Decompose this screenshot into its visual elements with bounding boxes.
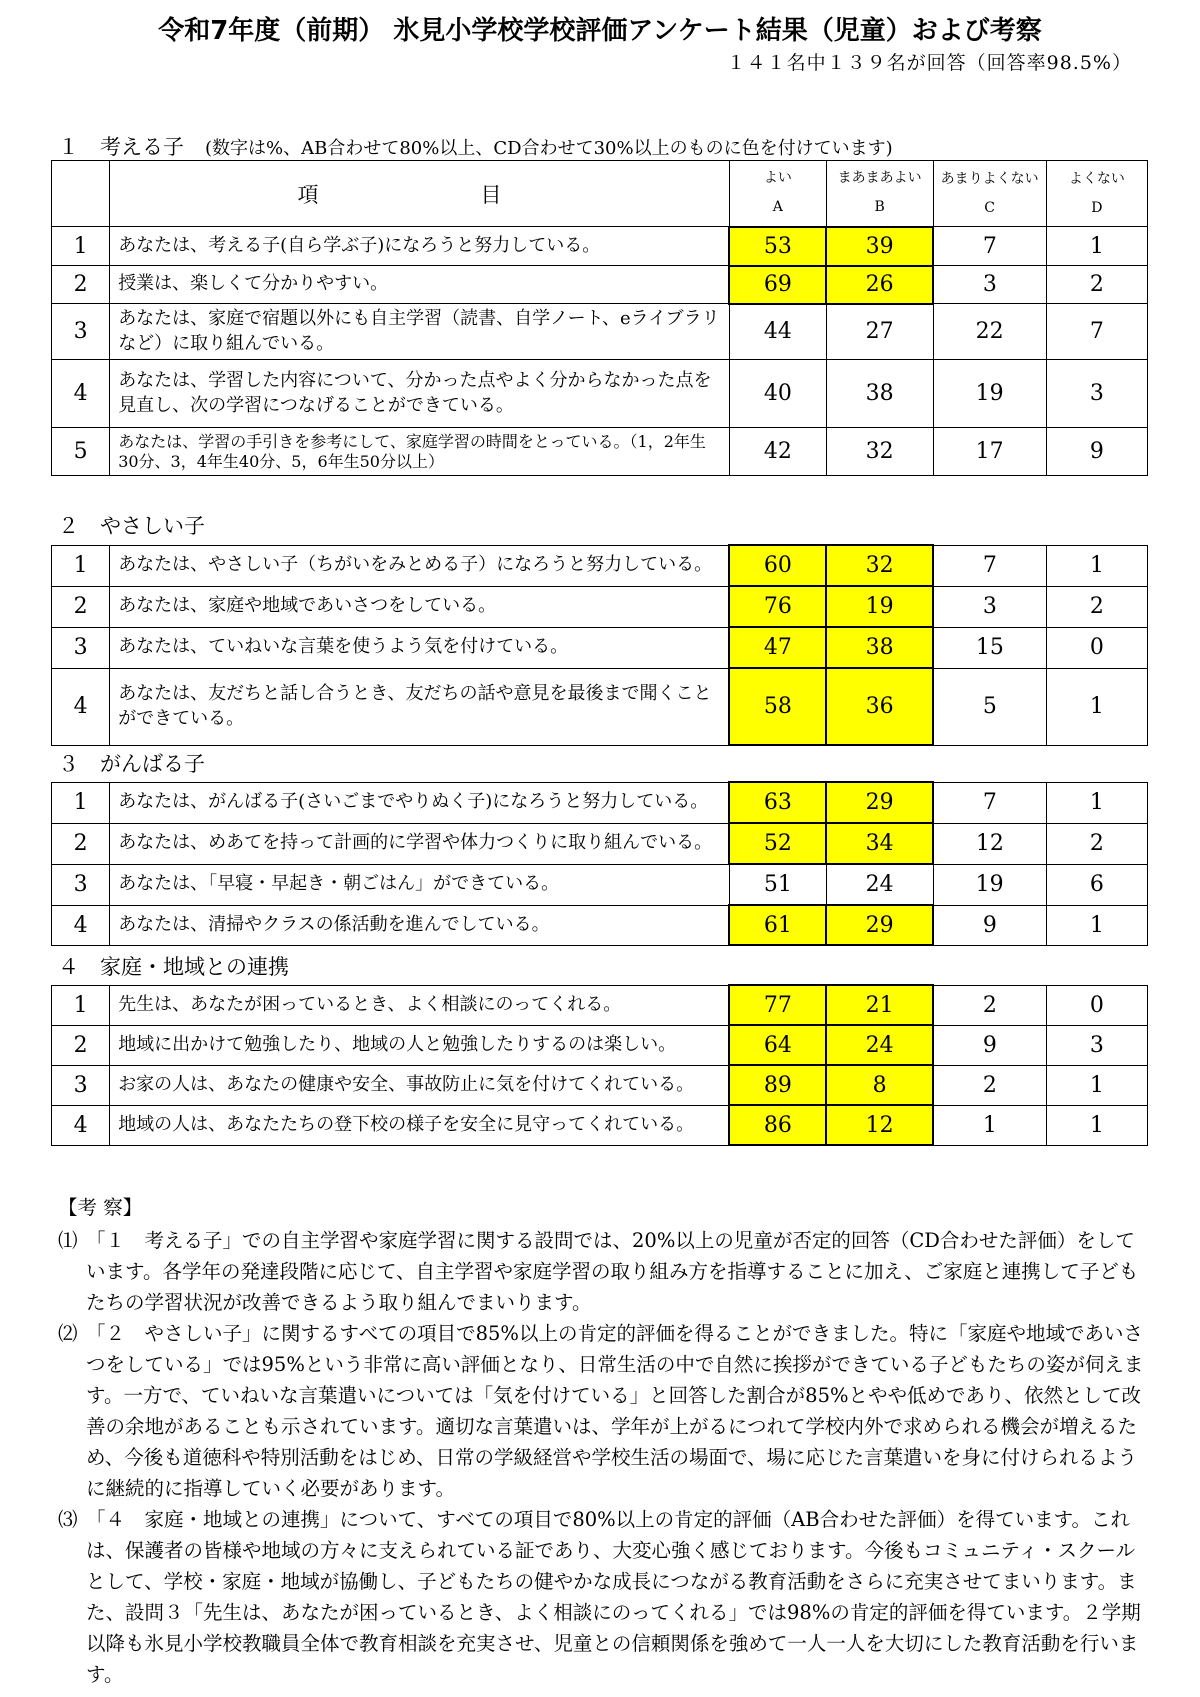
- value-a: 61: [729, 905, 826, 945]
- section-1-note: (数字は%、AB合わせて80%以上、CD合わせて30%以上のものに色を付けています): [205, 138, 893, 159]
- question-text: あなたは、学習した内容について、分かった点やよく分からなかった点を見直し、次の学習につなげることができている。: [110, 360, 730, 428]
- table-row: [52, 864, 1148, 905]
- value-b: 29: [826, 782, 933, 823]
- paragraph-number: ⑶: [58, 1508, 78, 1531]
- table-header: [52, 161, 1148, 227]
- table-row: [52, 304, 1148, 360]
- value-c: 7: [933, 227, 1046, 266]
- value-d: 1: [1046, 905, 1147, 945]
- value-c: 19: [933, 360, 1046, 428]
- consideration-paragraph-3: [58, 1504, 1148, 1690]
- value-d: 1: [1046, 227, 1147, 266]
- row-number: 4: [52, 360, 110, 428]
- value-c: 1: [933, 1105, 1046, 1145]
- header-label: 項 目: [297, 182, 542, 207]
- value-a: 86: [729, 1105, 826, 1145]
- value-a: 89: [729, 1065, 826, 1105]
- value-a: 60: [729, 545, 826, 586]
- table-row: [52, 360, 1148, 428]
- table-row: [52, 227, 1148, 266]
- question-text: 地域の人は、あなたたちの登下校の様子を安全に見守ってくれている。: [110, 1105, 730, 1145]
- row-number: 3: [52, 627, 110, 668]
- value-b: 32: [826, 545, 933, 586]
- value-a: 47: [729, 627, 826, 668]
- row-number: 2: [52, 1025, 110, 1065]
- question-text: あなたは、家庭や地域であいさつをしている。: [110, 586, 730, 627]
- value-d: 9: [1046, 428, 1147, 476]
- value-c: 2: [933, 985, 1046, 1025]
- section-1-title: １ 考える子: [58, 135, 184, 159]
- consideration-heading: 【考 察】: [58, 1196, 143, 1219]
- value-a: 44: [729, 304, 826, 360]
- question-text: あなたは、ていねいな言葉を使うよう気を付けている。: [110, 627, 730, 668]
- question-text: あなたは、考える子(自ら学ぶ子)になろうと努力している。: [110, 227, 730, 266]
- value-d: 2: [1046, 586, 1147, 627]
- consideration-paragraph-1: [58, 1225, 1148, 1318]
- question-text: あなたは、清掃やクラスの係活動を進んでしている。: [110, 905, 730, 945]
- value-b: 19: [826, 586, 933, 627]
- value-b: 32: [826, 428, 933, 476]
- row-number: 2: [52, 823, 110, 864]
- section-2-table: [51, 544, 1148, 746]
- table-row: [52, 1105, 1148, 1145]
- header-letter: C: [984, 199, 995, 216]
- consideration-paragraph-2: [58, 1318, 1148, 1504]
- value-c: 19: [933, 864, 1046, 905]
- paragraph-text: 「２ やさしい子」に関するすべての項目で85%以上の肯定的評価を得ることができました。特に「家庭や地域であいさつをしている」では95%という非常に高い評価となり、日常生活の中で自然に挨拶ができている子どもたちの姿が伺えます。一方で、ていねいな言葉遣いについては「気を付けている」と回答した割合が85%とやや低めであり、依然として改善の余地があることも示されています。適切な言葉遣いは、学年が上がるにつれて学校内外で求められる機会が増えるため、今後も道徳科や特別活動をはじめ、日常の学級経営や学校生活の場面で、場に応じた言葉遣いを身に付けられるように継続的に指導していく必要があります。: [86, 1322, 1144, 1500]
- row-number: 1: [52, 782, 110, 823]
- question-text: あなたは、がんばる子(さいごまでやりぬく子)になろうと努力している。: [110, 782, 730, 823]
- question-text: あなたは、「早寝・早起き・朝ごはん」ができている。: [110, 864, 730, 905]
- value-b: 39: [826, 227, 933, 266]
- question-text: 地域に出かけて勉強したり、地域の人と勉強したりするのは楽しい。: [110, 1025, 730, 1065]
- consideration: [58, 1192, 1148, 1690]
- question-text: あなたは、やさしい子（ちがいをみとめる子）になろうと努力している。: [110, 545, 730, 586]
- value-d: 2: [1046, 823, 1147, 864]
- value-d: 1: [1046, 668, 1147, 745]
- table-row: [52, 428, 1148, 476]
- value-b: 29: [826, 905, 933, 945]
- row-number: 3: [52, 1065, 110, 1105]
- section-4-title: ４ 家庭・地域との連携: [58, 955, 289, 979]
- value-a: 40: [729, 360, 826, 428]
- page-title: 令和7年度（前期） 氷見小学校学校評価アンケート結果（児童）および考察: [158, 16, 1042, 46]
- value-d: 1: [1046, 782, 1147, 823]
- section-3-title: ３ がんばる子: [58, 752, 205, 776]
- value-b: 12: [826, 1105, 933, 1145]
- value-a: 58: [729, 668, 826, 745]
- paragraph-number: ⑴: [58, 1229, 78, 1252]
- header-col-a: [729, 161, 826, 227]
- value-b: 38: [826, 360, 933, 428]
- value-d: 1: [1046, 1065, 1147, 1105]
- row-number: 4: [52, 668, 110, 745]
- value-b: 27: [826, 304, 933, 360]
- value-b: 24: [826, 1025, 933, 1065]
- value-b: 26: [826, 266, 933, 304]
- value-b: 8: [826, 1065, 933, 1105]
- value-a: 64: [729, 1025, 826, 1065]
- value-c: 3: [933, 586, 1046, 627]
- row-number: 4: [52, 1105, 110, 1145]
- header-letter: D: [1091, 199, 1103, 216]
- table-row: [52, 668, 1148, 745]
- header-item: [110, 161, 730, 227]
- table-row: [52, 586, 1148, 627]
- value-c: 3: [933, 266, 1046, 304]
- question-text: 先生は、あなたが困っているとき、よく相談にのってくれる。: [110, 985, 730, 1025]
- paragraph-number: ⑵: [58, 1322, 78, 1345]
- value-d: 0: [1046, 985, 1147, 1025]
- question-text: あなたは、家庭で宿題以外にも自主学習（読書、自学ノート、eライブラリなど）に取り組んでいる。: [110, 304, 730, 360]
- row-number: 1: [52, 227, 110, 266]
- question-text: お家の人は、あなたの健康や安全、事故防止に気を付けてくれている。: [110, 1065, 730, 1105]
- value-a: 42: [729, 428, 826, 476]
- header-letter: B: [874, 199, 885, 216]
- table-row: [52, 1065, 1148, 1105]
- value-d: 7: [1046, 304, 1147, 360]
- table-row: [52, 823, 1148, 864]
- response-rate: １４１名中１３９名が回答（回答率98.5%）: [726, 52, 1132, 74]
- value-c: 12: [933, 823, 1046, 864]
- row-number: 3: [52, 864, 110, 905]
- value-a: 51: [729, 864, 826, 905]
- value-c: 2: [933, 1065, 1046, 1105]
- header-label: よい: [763, 170, 792, 187]
- paragraph-text: 「４ 家庭・地域との連携」について、すべての項目で80%以上の肯定的評価（AB合わせた評価）を得ています。これは、保護者の皆様や地域の方々に支えられている証であり、大変心強く感じております。今後もコミュニティ・スクールとして、学校・家庭・地域が協働し、子どもたちの健やかな成長につながる教育活動をさらに充実させてまいります。また、設問３「先生は、あなたが困っているとき、よく相談にのってくれる」では98%の肯定的評価を得ています。２学期以降も氷見小学校教職員全体で教育相談を充実させ、児童との信頼関係を強めて一人一人を大切にした教育活動を行います。: [86, 1508, 1141, 1686]
- value-a: 69: [729, 266, 826, 304]
- section-title: [58, 131, 893, 161]
- row-number: 4: [52, 905, 110, 945]
- section-1-table: [51, 160, 1148, 476]
- value-a: 52: [729, 823, 826, 864]
- value-a: 53: [729, 227, 826, 266]
- question-text: あなたは、めあてを持って計画的に学習や体力つくりに取り組んでいる。: [110, 823, 730, 864]
- header-label: よくない: [1068, 170, 1125, 187]
- value-c: 7: [933, 545, 1046, 586]
- section-2-title: ２ やさしい子: [58, 514, 205, 538]
- value-c: 9: [933, 1025, 1046, 1065]
- value-a: 77: [729, 985, 826, 1025]
- value-b: 21: [826, 985, 933, 1025]
- value-d: 1: [1046, 545, 1147, 586]
- row-number: 2: [52, 586, 110, 627]
- question-text: 授業は、楽しくて分かりやすい。: [110, 266, 730, 304]
- question-text: あなたは、学習の手引きを参考にして、家庭学習の時間をとっている。（1，2年生30分、3，4年生40分、5，6年生50分以上）: [110, 428, 730, 476]
- value-b: 34: [826, 823, 933, 864]
- paragraph-text: 「１ 考える子」での自主学習や家庭学習に関する設問では、20%以上の児童が否定的回答（CD合わせた評価）をしています。各学年の発達段階に応じて、自主学習や家庭学習の取り組み方を指導することに加え、ご家庭と連携して子どもたちの学習状況が改善できるよう取り組んでまいります。: [86, 1229, 1139, 1314]
- value-a: 63: [729, 782, 826, 823]
- value-a: 76: [729, 586, 826, 627]
- value-b: 36: [826, 668, 933, 745]
- header-no: [52, 161, 110, 227]
- header-col-c: [933, 161, 1046, 227]
- value-d: 0: [1046, 627, 1147, 668]
- row-number: 3: [52, 304, 110, 360]
- header-label: あまりよくない: [940, 170, 1039, 187]
- row-number: 2: [52, 266, 110, 304]
- header-label: まあまあよい: [837, 170, 922, 187]
- table-row: [52, 905, 1148, 945]
- table-row: [52, 782, 1148, 823]
- table-row: [52, 985, 1148, 1025]
- value-d: 6: [1046, 864, 1147, 905]
- section-3-table: [51, 781, 1148, 946]
- row-number: 1: [52, 985, 110, 1025]
- header-col-d: [1046, 161, 1147, 227]
- header-letter: A: [772, 199, 783, 216]
- table-row: [52, 1025, 1148, 1065]
- table-row: [52, 266, 1148, 304]
- value-b: 24: [826, 864, 933, 905]
- header-col-b: [826, 161, 933, 227]
- value-c: 9: [933, 905, 1046, 945]
- value-d: 3: [1046, 360, 1147, 428]
- row-number: 1: [52, 545, 110, 586]
- value-c: 15: [933, 627, 1046, 668]
- table-row: [52, 545, 1148, 586]
- section-4-table: [51, 984, 1148, 1146]
- value-d: 2: [1046, 266, 1147, 304]
- row-number: 5: [52, 428, 110, 476]
- value-c: 7: [933, 782, 1046, 823]
- table-row: [52, 627, 1148, 668]
- value-b: 38: [826, 627, 933, 668]
- question-text: あなたは、友だちと話し合うとき、友だちの話や意見を最後まで聞くことができている。: [110, 668, 730, 745]
- value-c: 17: [933, 428, 1046, 476]
- value-d: 1: [1046, 1105, 1147, 1145]
- value-c: 5: [933, 668, 1046, 745]
- value-c: 22: [933, 304, 1046, 360]
- value-d: 3: [1046, 1025, 1147, 1065]
